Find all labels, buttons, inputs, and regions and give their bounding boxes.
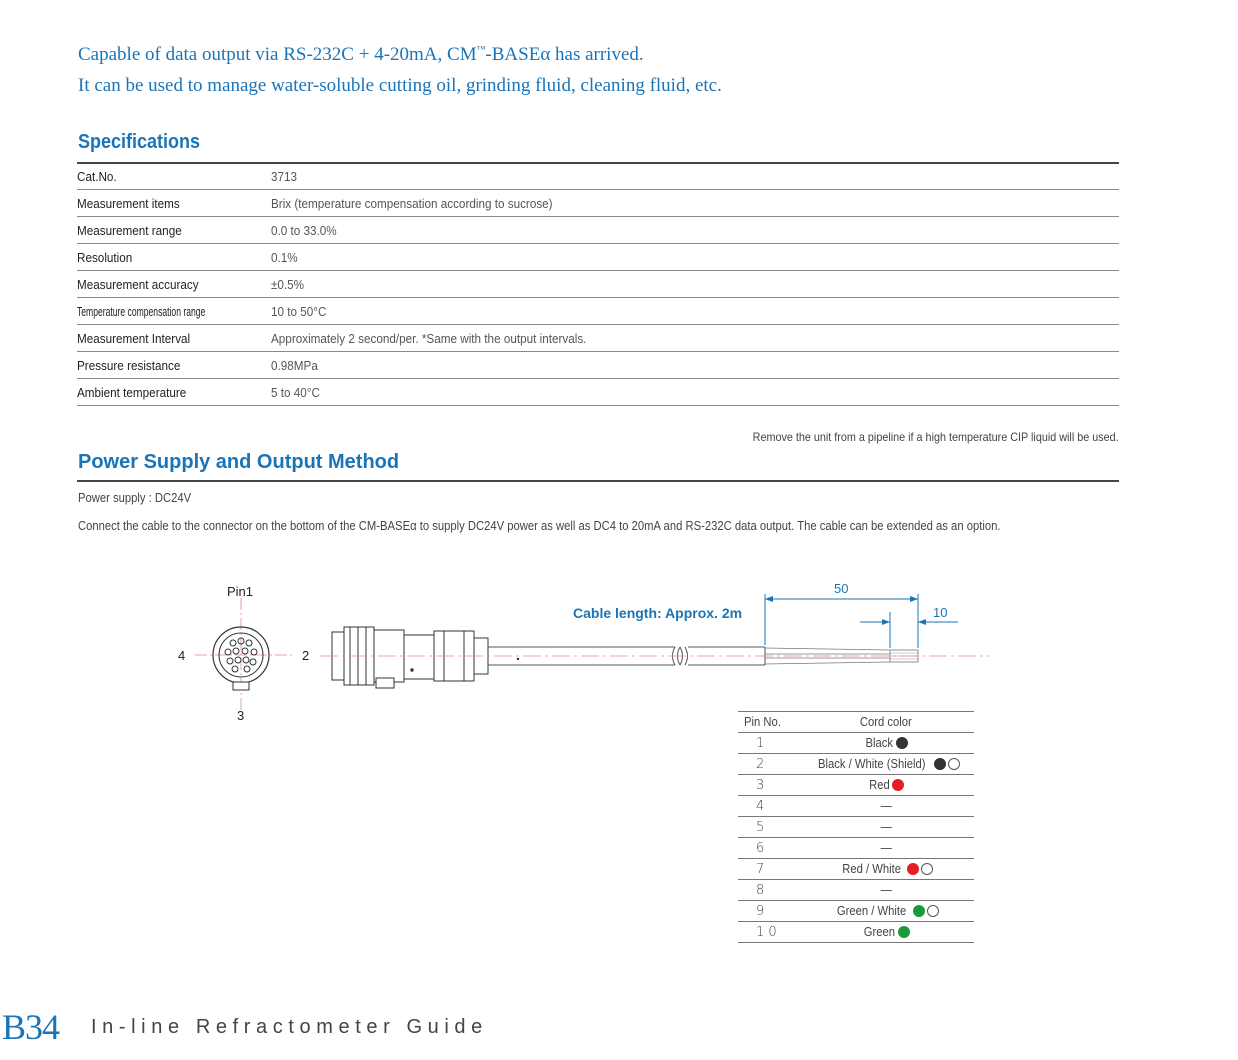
cord-color: Black / White (Shield) (798, 754, 974, 775)
intro-line-1: Capable of data output via RS-232C + 4-20mA, CM™-BASEα has arrived. (78, 44, 644, 65)
pin-row (738, 733, 974, 754)
pin-row (738, 796, 974, 817)
spec-value: 0.98MPa (271, 352, 1119, 379)
pin-color-table (738, 711, 974, 943)
intro-text (78, 34, 722, 101)
pin-number-header: Pin No. (738, 712, 798, 733)
pin-row (738, 838, 974, 859)
cord-color: — (798, 880, 974, 901)
spec-value: 5 to 40°C (271, 379, 1119, 406)
spec-row (77, 217, 1119, 244)
cord-color: — (798, 796, 974, 817)
spec-row (77, 271, 1119, 298)
spec-row (77, 190, 1119, 217)
pin-row (738, 817, 974, 838)
cable-length-label: Cable length: Approx. 2m (573, 605, 743, 621)
pin-number: 5 (738, 817, 798, 838)
spec-row (77, 163, 1119, 190)
pin-row (738, 775, 974, 796)
color-dot-icon (907, 863, 919, 875)
connector-side-icon (332, 627, 488, 688)
dimension-50-label: 50 (834, 581, 849, 596)
power-supply-rule (77, 480, 1119, 482)
dimension-lines (765, 594, 958, 648)
cord-color: — (798, 817, 974, 838)
spec-value: ±0.5% (271, 271, 1119, 298)
spec-row (77, 298, 1119, 325)
pin-number: 2 (738, 754, 798, 775)
cip-note: Remove the unit from a pipeline if a high temperature CIP liquid will be used. (752, 430, 1119, 444)
color-dot-icon (898, 926, 910, 938)
spec-label: Measurement items (77, 190, 271, 217)
spec-value: Brix (temperature compensation according to sucrose) (271, 190, 1119, 217)
pin4-label: 4 (178, 648, 186, 663)
pin-row (738, 901, 974, 922)
page-number: B34 (2, 1007, 60, 1047)
pin-number: 4 (738, 796, 798, 817)
spec-label: Resolution (77, 244, 271, 271)
pin-row (738, 859, 974, 880)
spec-row (77, 244, 1119, 271)
pin-row (738, 922, 974, 943)
pin3-label: 3 (237, 708, 245, 720)
cord-color: Red (798, 775, 974, 796)
spec-value: 10 to 50°C (271, 298, 1119, 325)
cord-color: Black (798, 733, 974, 754)
color-dot-icon (896, 737, 908, 749)
pin-number: 8 (738, 880, 798, 901)
color-dot-icon (927, 905, 939, 917)
connection-description: Connect the cable to the connector on the bottom of the CM-BASEα to supply DC24V power as well as DC4 to 20mA and RS-232C data output. The cable can be extended as an option. (78, 519, 1001, 533)
connector-face-icon (195, 598, 292, 712)
guide-title: In-line Refractometer Guide (91, 1016, 488, 1038)
power-supply-text: Power supply : DC24V (78, 491, 192, 505)
cord-color-header: Cord color (798, 712, 974, 733)
power-supply-title: Power Supply and Output Method (78, 451, 400, 473)
color-dot-icon (913, 905, 925, 917)
pin-number: 6 (738, 838, 798, 859)
cord-color: Green / White (798, 901, 974, 922)
spec-value: 0.0 to 33.0% (271, 217, 1119, 244)
spec-row (77, 379, 1119, 406)
specifications-table (77, 163, 1119, 406)
pin2-label: 2 (302, 648, 310, 663)
pin-row (738, 880, 974, 901)
spec-label: Pressure resistance (77, 352, 271, 379)
spec-label: Cat.No. (77, 163, 271, 190)
spec-value: Approximately 2 second/per. *Same with the output intervals. (271, 325, 1119, 352)
spec-label: Temperature compensation range (77, 298, 271, 325)
dimension-10-label: 10 (933, 605, 948, 620)
cord-color: — (798, 838, 974, 859)
spec-row (77, 325, 1119, 352)
pin-number: 1 0 (738, 922, 798, 943)
spec-label: Measurement Interval (77, 325, 271, 352)
spec-label: Measurement range (77, 217, 271, 244)
pin-table-header (738, 712, 974, 733)
pin-number: 3 (738, 775, 798, 796)
spec-row (77, 352, 1119, 379)
cord-color: Red / White (798, 859, 974, 880)
pin-number: 9 (738, 901, 798, 922)
spec-value: 3713 (271, 163, 1119, 190)
specifications-title: Specifications (78, 131, 201, 153)
pin-number: 7 (738, 859, 798, 880)
color-dot-icon (934, 758, 946, 770)
spec-label: Ambient temperature (77, 379, 271, 406)
intro-line-2: It can be used to manage water-soluble cutting oil, grinding fluid, cleaning fluid, etc. (78, 75, 722, 96)
cable-connector-diagram (0, 570, 1000, 720)
pin-row (738, 754, 974, 775)
color-dot-icon (921, 863, 933, 875)
cord-color: Green (798, 922, 974, 943)
pin1-label: Pin1 (227, 584, 254, 599)
color-dot-icon (948, 758, 960, 770)
color-dot-icon (892, 779, 904, 791)
pin-number: 1 (738, 733, 798, 754)
spec-value: 0.1% (271, 244, 1119, 271)
spec-label: Measurement accuracy (77, 271, 271, 298)
